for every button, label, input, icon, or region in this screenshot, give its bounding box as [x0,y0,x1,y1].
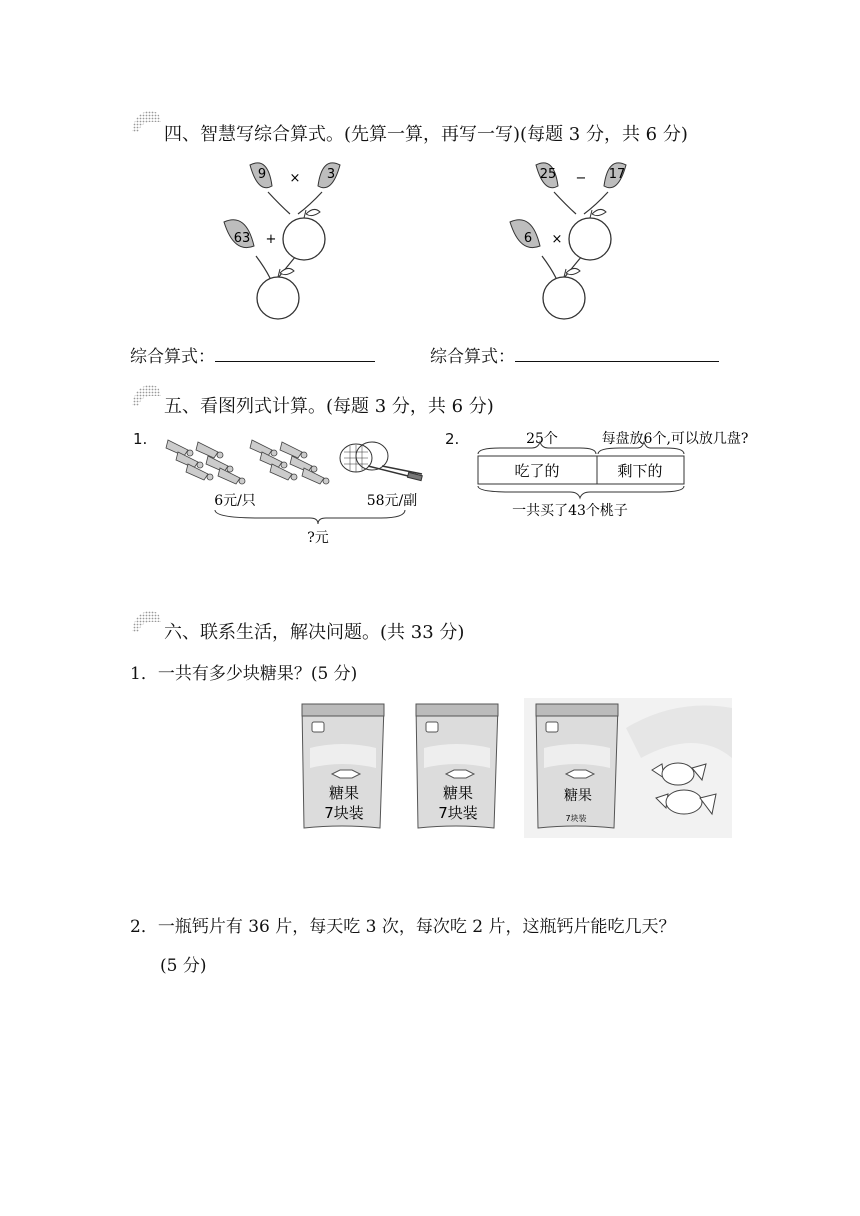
section5-title: 五、看图列式计算。(每题 3 分，共 6 分) [164,396,494,417]
question-number: 1. [133,430,148,448]
leaf-number: 63 [233,231,251,246]
leaf-number: 25 [539,167,557,182]
bag-label: 7块装 [565,814,587,823]
section-marker-icon [130,608,162,634]
answer-blank[interactable] [515,345,719,362]
operator: × [551,232,563,247]
leaf-number: 6 [523,231,533,246]
bag-label: 7块装 [324,804,364,822]
bag-label: 糖果 [442,784,474,802]
operator: + [265,232,277,247]
section-marker-icon [130,382,162,408]
candy-bag-icon [536,704,618,828]
question-2-text: 2．一瓶钙片有 36 片，每天吃 3 次，每次吃 2 片，这瓶钙片能吃几天？ [130,917,676,937]
total-peaches: 一共买了43个桃子 [512,503,628,519]
question-1-text: 1．一共有多少块糖果？(5 分) [130,664,358,684]
answer-line-2 [430,342,719,367]
section-marker-icon [130,108,162,134]
section6-title: 六、联系生活，解决问题。(共 33 分) [164,622,465,643]
section4-title: 四、智慧写综合算式。(先算一算，再写一写)(每题 3 分，共 6 分) [164,124,688,145]
eaten-count: 25个 [526,431,558,447]
bag-label: 7块装 [438,804,478,822]
leaf-number: 17 [608,167,626,182]
leaf-number: 9 [257,167,267,182]
badminton-picture [160,430,440,550]
bag-label: 糖果 [564,788,592,804]
peach-bar-diagram [470,424,760,524]
shuttle-price: 6元/只 [214,493,256,509]
shuttlecock-icon [250,440,329,484]
operator: − [575,171,587,186]
eaten-box: 吃了的 [514,462,560,480]
answer-line-1 [130,342,375,367]
answer-blank[interactable] [215,345,375,362]
total-unknown: ?元 [307,530,329,546]
shuttlecock-icon [166,440,245,484]
apple-tree-diagram-1 [210,150,370,320]
apple-tree-diagram-2 [496,150,656,320]
remaining-box: 剩下的 [617,462,663,480]
question-text: 每盘放6个,可以放几盘? [601,431,749,447]
answer-label: 综合算式： [430,347,515,367]
racket-price: 58元/副 [366,493,418,509]
bag-label: 糖果 [328,784,360,802]
answer-label: 综合算式： [130,347,215,367]
question-2-score: (5 分) [160,956,207,976]
leaf-number: 3 [326,167,336,182]
question-number: 2. [445,430,460,448]
racket-icon [340,442,422,481]
operator: × [289,171,301,186]
candy-bags-picture [296,698,732,838]
